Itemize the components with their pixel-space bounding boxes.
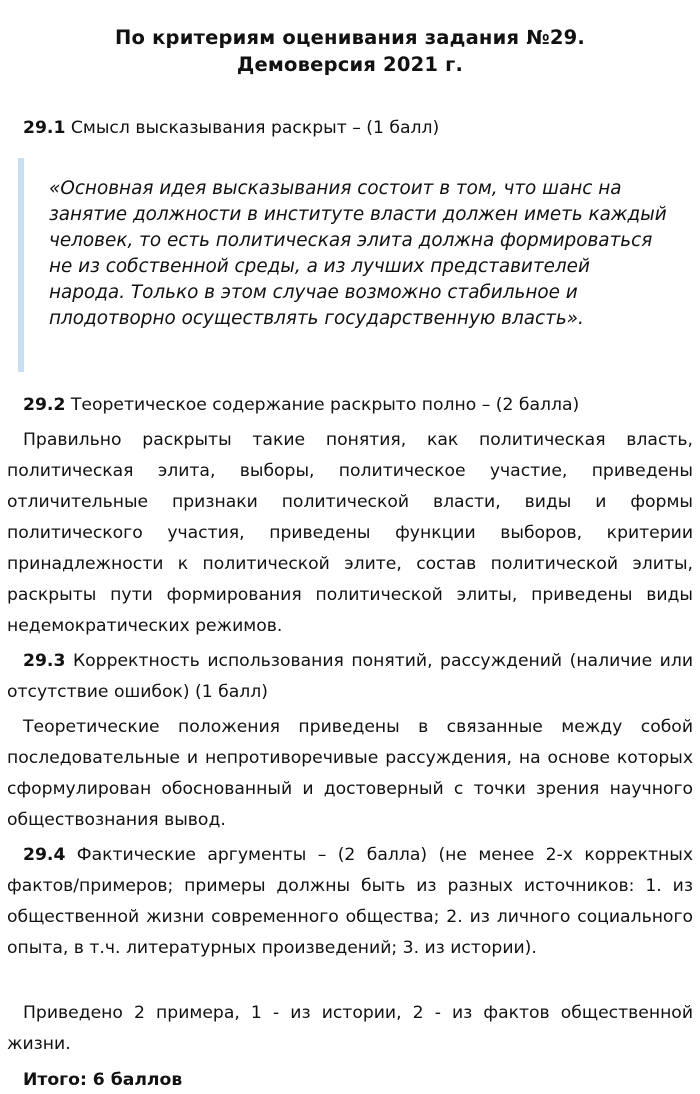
paragraph-reasoning: Теоретические положения приведены в связанные между собой последовательные и непротиворечивые рассуждения, на основе которых сформулирован обоснованный и достоверный с точки зрения научного обществознания вывод. [7, 717, 693, 830]
criterion-text: Теоретическое содержание раскрыто полно – (2 балла) [65, 395, 580, 415]
page-title [0, 24, 700, 78]
quote-text: «Основная идея высказывания состоит в том, что шанс на занятие должности в институте власти должен иметь каждый человек, то есть политическая элита должна формироваться не из собственной среды, а из лучших представителей народа. Только в этом случае возможно стабильное и плодотворно осуществлять государственную власть». [49, 178, 667, 329]
criterion-number: 29.4 [23, 845, 66, 865]
criterion-number: 29.1 [23, 118, 66, 138]
paragraph-theory: Правильно раскрыты такие понятия, как политическая власть, политическая элита, выборы, политическое участие, приведены отличительные признаки политической власти, виды и формы политического участия, приведены функции выборов, критерии принадлежности к политической элите, состав политической элиты, раскрыты пути формирования политической элиты, приведены виды недемократических режимов. [7, 430, 693, 636]
criterion-text: Фактические аргументы – (2 балла) (не менее 2-х корректных фактов/примеров; примеры должны быть из разных источников: 1. из общественной жизни современного общества; 2. из личного социального опыта, в т.ч. литературных произведений; 3. из истории). [7, 845, 693, 958]
criterion-text: Смысл высказывания раскрыт – (1 балл) [65, 118, 440, 138]
criterion-29-4 [7, 840, 693, 964]
title-line-1: По критериям оценивания задания №29. [115, 26, 585, 49]
criterion-29-1 [7, 113, 700, 144]
paragraph-examples: Приведено 2 примера, 1 - из истории, 2 - из фактов общественной жизни. [7, 1003, 693, 1054]
criterion-text: Корректность использования понятий, рассуждений (наличие или отсутствие ошибок) (1 балл) [7, 651, 693, 702]
criterion-29-2 [7, 390, 700, 421]
blockquote [18, 158, 678, 372]
total-score: Итого: 6 баллов [23, 1070, 183, 1090]
criterion-number: 29.2 [23, 395, 66, 415]
criterion-number: 29.3 [23, 651, 66, 671]
title-line-2: Демоверсия 2021 г. [236, 53, 464, 76]
criterion-29-3 [7, 646, 693, 708]
